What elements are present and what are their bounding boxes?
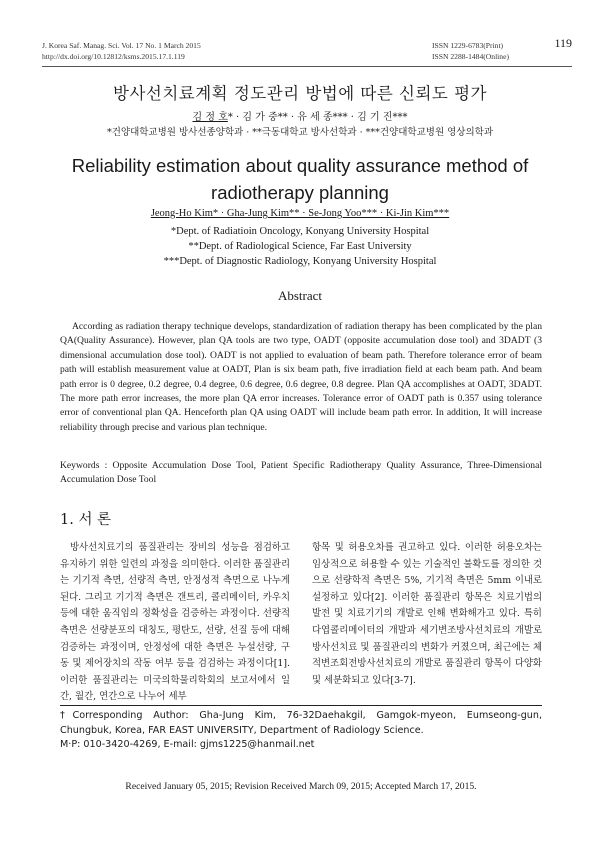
abstract-heading: Abstract bbox=[277, 288, 323, 303]
keywords-list: : Opposite Accumulation Dose Tool, Patient Specific Radiotherapy Quality Assurance, Three-Dimensional Accumulation Dose Tool bbox=[60, 460, 542, 486]
issn-print: ISSN 1229-6783(Print) bbox=[432, 41, 504, 50]
korean-other-authors: · 김 가 중** · 유 세 종*** · 김 기 진*** bbox=[232, 112, 408, 123]
korean-first-author-mark: * bbox=[227, 112, 233, 123]
footnote-contact: M·P: 010-3420-4269, E-mail: gjms1225@hanmail.net bbox=[60, 739, 315, 751]
page-number: 119 bbox=[554, 36, 572, 50]
footnote-divider bbox=[60, 705, 542, 706]
received-dates: Received January 05, 2015; Revision Received March 09, 2015; Accepted March 17, 2015. bbox=[125, 781, 477, 792]
abstract-body: According as radiation therapy technique develops, standardization of radiation therapy has been complicated by the plan QA(Quality Assurance). However, plan QA tools are two type, OADT (opposite accumulation dose tool) and 3DADT (3 dimensional accumulation dose tool). OADT is not applied to evaluation of beam path. Therefore tolerance error of beam path will establish measurement value at OADT, Plan is six beam path, five irradiation field at each beam path. And beam path error is 0 degree, 0.2 degree, 0.4 degree, 0.6 degree, 0.6 degree, 0.8 degree. Plan QA accomplishes at OADT, 3DADT. The more path error increases, the more plan QA error increases. Tolerance error of OADT path is 0.357 using tolerance error of conventional plan QA. Henceforth plan QA using OADT will include beam path error. In addition, It will increase reliability through precise and various plan technique. bbox=[60, 321, 542, 433]
header-divider bbox=[42, 66, 572, 67]
english-affiliation-2: **Dept. of Radiological Science, Far East University bbox=[188, 241, 412, 252]
keywords bbox=[60, 459, 542, 488]
issn-online: ISSN 2288-1484(Online) bbox=[432, 52, 509, 61]
body-column-left: 방사선치료기의 품질관리는 장비의 성능을 점검하고 유지하기 위한 일련의 과정을 의미한다. 이러한 품질관리는 기기적 측면, 선량적 측면, 안정성적 측면으로 나누게 된다. 그리고 기기적 측면은 갠트리, 콜리메이터, 카우치 등에 대한 움직임의 정확성을 검증하는 과정이다. 선량적 측면은 선량분포의 대칭도, 평탄도, 선량, 선질 등에 대해 검증하는 과정이며, 안정성에 대한 측면은 누설선량, 구동 및 제어장치의 작동 여부 등을 검검하는 과정이다[1]. 이러한 품질관리는 미국의학물리학회의 보고서에서 일간, 월간, 연간으로 나누어 세부 bbox=[60, 542, 290, 703]
korean-authors bbox=[0, 108, 600, 123]
journal-header-right bbox=[432, 40, 572, 62]
journal-citation: J. Korea Saf. Manag. Sci. Vol. 17 No. 1 March 2015 bbox=[42, 41, 201, 50]
korean-affiliations: *건양대학교병원 방사선종양학과 · **극동대학교 방사선학과 · ***건양대학교병원 영상의학과 bbox=[106, 127, 494, 138]
journal-header-left bbox=[42, 40, 201, 62]
english-authors: Jeong-Ho Kim* · Gha-Jung Kim** · Se-Jong Yoo*** · Ki-Jin Kim*** bbox=[150, 208, 450, 219]
body-column-right: 항목 및 허용오차를 권고하고 있다. 이러한 허용오차는 임상적으로 허용할 수 있는 기술적인 불확도를 정의한 것으로 선량학적 측면은 5%, 기기적 측면은 5mm 이내로 설정하고 있다[2]. 이러한 품질관리 항목은 치료기법의 발전 및 치료기기의 개발로 인해 변화해가고 있다. 특히 다엽콜리메이터의 개발과 세기변조방사선치료의 개발로 방사선치료 및 품질관리의 변화가 커졌으며, 최근에는 체적변조회전방사선치료의 개발로 품질관리 항목이 다양화 및 세분화되고 있다[3-7]. bbox=[312, 542, 542, 686]
korean-title: 방사선치료계획 정도관리 방법에 따른 신뢰도 평가 bbox=[113, 84, 487, 103]
english-title: Reliability estimation about quality assurance method of radiotherapy planning bbox=[71, 155, 529, 203]
english-affiliation-1: *Dept. of Radiatioin Oncology, Konyang University Hospital bbox=[170, 226, 430, 237]
keywords-label: Keywords bbox=[60, 460, 100, 471]
english-affiliation-3: ***Dept. of Diagnostic Radiology, Konyang University Hospital bbox=[163, 256, 437, 267]
korean-first-author: 김 정 호 bbox=[192, 112, 228, 123]
footnote-address: †Corresponding Author: Gha-Jung Kim, 76-32Daehakgil, Gamgok-myeon, Eumseong-gun, Chungbuk, Korea, FAR EAST UNIVERSITY, Department of Radiology Science. bbox=[60, 710, 542, 736]
corresponding-author-footnote bbox=[60, 709, 542, 753]
doi-link[interactable]: http://dx.doi.org/10.12812/ksms.2015.17.1.119 bbox=[42, 52, 185, 61]
section-heading: 1. 서 론 bbox=[60, 512, 112, 528]
